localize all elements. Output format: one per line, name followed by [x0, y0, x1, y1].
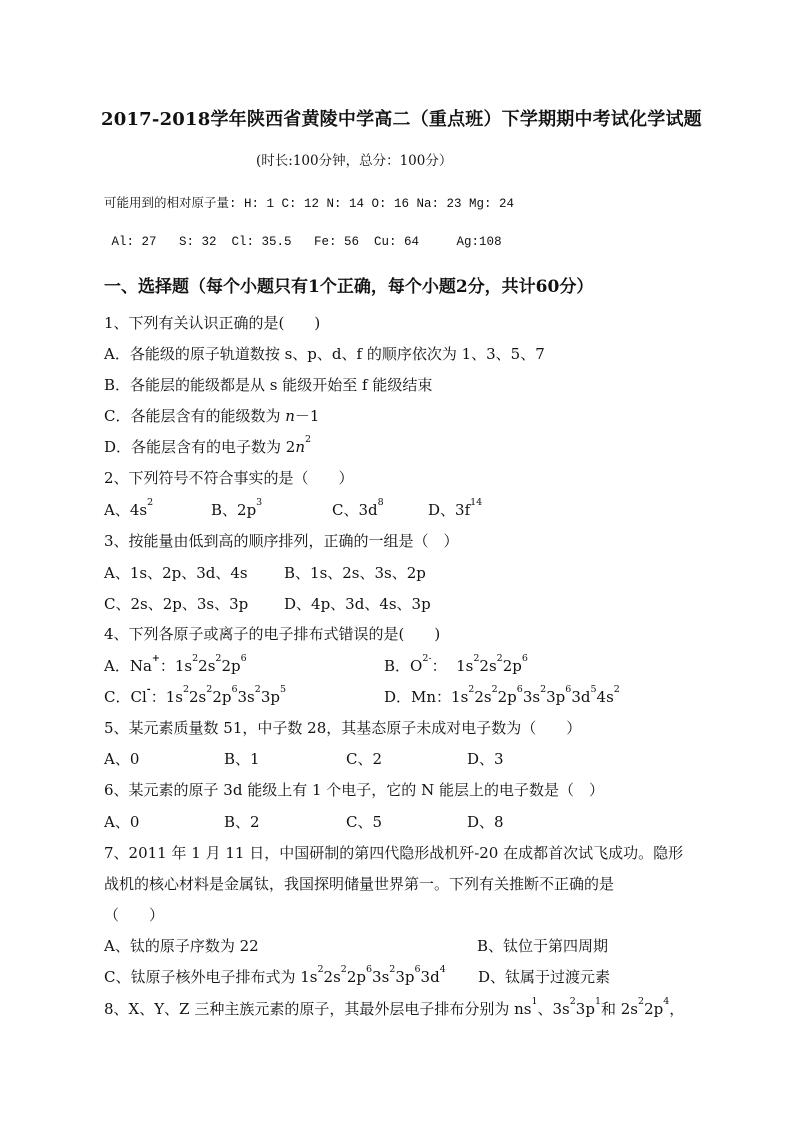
superscript: 2 — [340, 964, 347, 975]
question-1-stem: 1、下列有关认识正确的是( ) — [104, 314, 321, 332]
superscript: 3 — [256, 497, 263, 508]
config-text: ： 1s — [431, 657, 474, 675]
atomic-masses-line-1: 可能用到的相对原子量: H: 1 C: 12 N: 14 O: 16 Na: 23 Mg: 24 — [104, 197, 515, 211]
superscript: 2 — [182, 684, 190, 695]
superscript: 2 — [540, 684, 547, 695]
question-4-stem: 4、下列各原子或离子的电子排布式错误的是( ) — [104, 625, 441, 643]
question-7-stem-line-1: 7、2011 年 1 月 11 日，中国研制的第四代隐形战机歼-20 在成都首次试飞成功。隐形 — [104, 844, 684, 862]
question-2-option-c — [332, 499, 384, 520]
question-6-option-d: D、8 — [467, 813, 504, 831]
superscript: 6 — [231, 684, 238, 695]
superscript: 5 — [590, 684, 597, 695]
superscript: 2 — [192, 653, 199, 664]
superscript: 2 — [638, 996, 645, 1007]
option-text: C、3d — [332, 501, 378, 519]
question-7-option-a: A、钛的原子序数为 22 — [104, 937, 259, 955]
question-1-option-a: A．各能级的原子轨道数按 s、p、d、f 的顺序依次为 1、3、5、7 — [104, 345, 545, 363]
superscript: 2 — [206, 684, 213, 695]
question-1-option-c — [104, 405, 319, 426]
variable-n: n — [285, 407, 295, 425]
superscript: 2 — [254, 684, 261, 695]
question-2-option-d — [428, 499, 482, 520]
question-1-option-b: B．各能层的能级都是从 s 能级开始至 f 能级结束 — [104, 376, 433, 394]
question-3-option-c: C、2s、2p、3s、3p — [104, 595, 249, 613]
question-2-stem: 2、下列符号不符合事实的是（ ） — [104, 469, 354, 487]
question-4-option-b: B．$O^{2-}$： $1s^22s^22p^6$ — [384, 653, 528, 675]
stem-text: 和 2s — [601, 1000, 639, 1018]
superscript: 6 — [366, 964, 373, 975]
superscript: 6 — [240, 653, 247, 664]
question-5-option-b: B、1 — [224, 750, 260, 768]
option-label: A．Na — [104, 657, 152, 675]
variable-n: n — [295, 438, 306, 456]
superscript: 4 — [439, 964, 446, 975]
superscript: 2 — [215, 653, 222, 664]
question-6-option-a: A、0 — [104, 813, 140, 831]
option-text: A、4s — [104, 501, 148, 519]
superscript: 14 — [470, 497, 483, 508]
question-3-option-b: B、1s、2s、3s、2p — [284, 564, 426, 582]
stem-text: 8、X、Y、Z 三种主族元素的原子，其最外层电子排布分别为 ns — [104, 1000, 532, 1018]
question-5-stem: 5、某元素质量数 51，中子数 28，其基态原子未成对电子数为（ ） — [104, 719, 582, 737]
question-5-option-d: D、3 — [467, 750, 504, 768]
stem-text: 2p — [644, 1000, 664, 1018]
stem-text: 、3s — [537, 1000, 570, 1018]
page-title: 2017-2018学年陕西省黄陵中学高二（重点班）下学期期中考试化学试题 — [101, 109, 702, 130]
question-7-option-c: C、钛原子核外电子排布式为 $1s^22s^22p^63s^23p^63d^4$ — [104, 964, 446, 986]
stem-text: ， — [669, 1000, 685, 1018]
stem-text: 3p — [575, 1000, 595, 1018]
question-6-option-c: C、5 — [346, 813, 383, 831]
question-3-option-a: A、1s、2p、3d、4s — [104, 564, 248, 582]
superscript: 1 — [531, 996, 538, 1007]
question-4-option-d: D．Mn：$1s^22s^22p^63s^23p^63d^54s^2$ — [384, 684, 620, 706]
option-text: C、钛原子核外电子排布式为 1s — [104, 968, 318, 986]
superscript: 2 — [317, 964, 324, 975]
question-3-stem: 3、按能量由低到高的顺序排列，正确的一组是（ ） — [104, 532, 459, 550]
question-2-option-b — [211, 499, 262, 520]
superscript: 2 — [496, 653, 503, 664]
exam-duration: (时长:100分钟，总分：100分） — [256, 153, 453, 169]
superscript: 2 — [389, 964, 396, 975]
superscript: 2 — [473, 653, 480, 664]
superscript: 6 — [516, 684, 523, 695]
section-heading: 一、选择题（每个小题只有1个正确，每个小题2分，共计60分） — [104, 277, 594, 297]
question-3-option-d: D、4p、3d、4s、3p — [284, 595, 431, 613]
superscript: 2 — [305, 434, 312, 445]
question-1-option-d — [104, 436, 311, 457]
option-text: D．各能层含有的电子数为 2 — [104, 438, 296, 456]
superscript: 5 — [279, 684, 287, 695]
question-2-option-a — [104, 499, 153, 520]
superscript: 2 — [613, 684, 620, 695]
superscript: 8 — [377, 497, 384, 508]
charge-superscript: + — [151, 653, 160, 664]
question-7-stem-line-2: 战机的核心材料是金属钛，我国探明储量世界第一。下列有关推断不正确的是 — [104, 875, 615, 893]
config-text: ：1s — [159, 657, 193, 675]
charge-superscript: 2- — [422, 653, 432, 664]
question-4-option-c: C．Cl-：$1s^22s^22p^63s^23p^5$ — [104, 684, 287, 706]
question-4-option-a: A．Na+：$1s^22s^22p^6$ — [104, 653, 247, 675]
option-text: D、3f — [428, 501, 471, 519]
question-5-option-c: C、2 — [346, 750, 383, 768]
question-5-option-a: A、0 — [104, 750, 140, 768]
superscript: 4 — [663, 996, 670, 1007]
question-6-stem: 6、某元素的原子 3d 能级上有 1 个电子，它的 N 能层上的电子数是（ ） — [104, 781, 604, 799]
config-text: ：1s — [150, 688, 183, 706]
superscript: 2 — [468, 684, 475, 695]
superscript: 6 — [414, 964, 421, 975]
option-text-rest: －1 — [294, 407, 320, 425]
superscript: 6 — [565, 684, 572, 695]
option-text: C．各能层含有的能级数为 — [104, 407, 286, 425]
superscript: 2 — [491, 684, 498, 695]
option-label: B．O — [384, 657, 423, 675]
option-label: C．Cl — [104, 688, 147, 706]
question-7-stem-line-3: （ ） — [104, 906, 165, 924]
option-text: B、2p — [211, 501, 257, 519]
question-8-stem — [104, 998, 684, 1019]
question-7-option-b: B、钛位于第四周期 — [477, 937, 609, 955]
superscript: 2 — [569, 996, 576, 1007]
superscript: 6 — [521, 653, 528, 664]
option-label: D．Mn：1s — [384, 688, 469, 706]
superscript: 2 — [147, 497, 154, 508]
question-7-option-d: D、钛属于过渡元素 — [478, 968, 611, 986]
atomic-masses-line-2: Al: 27 S: 32 Cl: 35.5 Fe: 56 Cu: 64 Ag:108 — [104, 235, 502, 249]
question-6-option-b: B、2 — [224, 813, 260, 831]
charge-superscript: - — [146, 684, 151, 695]
superscript: 1 — [594, 996, 601, 1007]
